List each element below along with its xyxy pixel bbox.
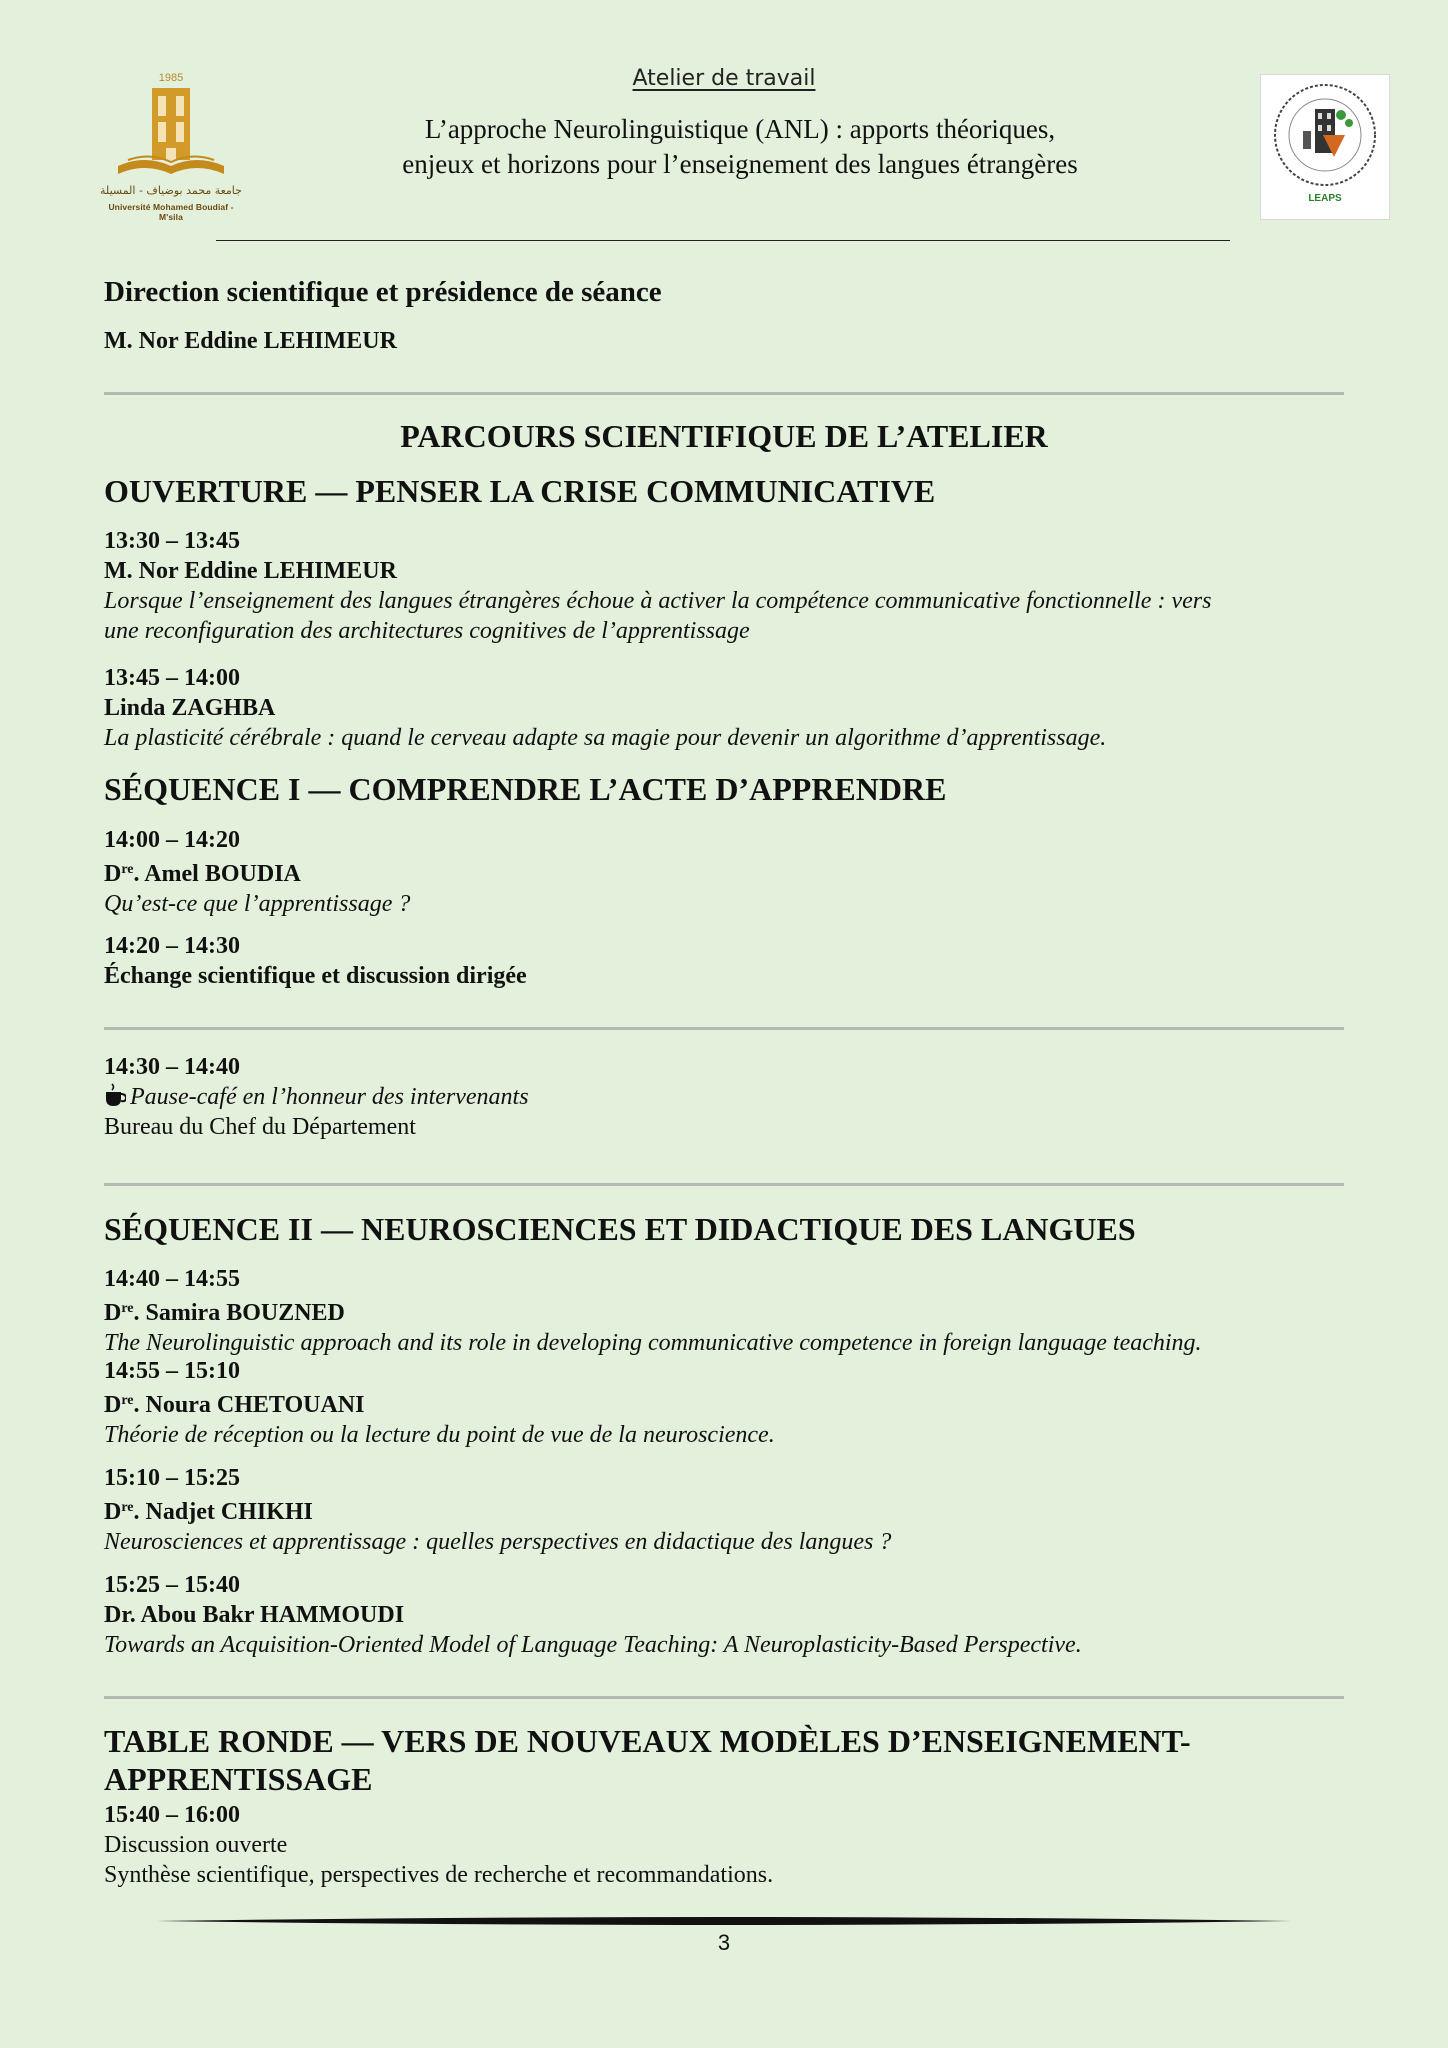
event-title-line: enjeux et horizons pour l’enseignement des langues étrangères bbox=[402, 149, 1078, 179]
section-title-sequence-2: SÉQUENCE II — NEUROSCIENCES ET DIDACTIQUE DES LANGUES bbox=[104, 1211, 1136, 1247]
direction-name: M. Nor Eddine LEHIMEUR bbox=[104, 328, 397, 354]
pause-time: 14:30 – 14:40 bbox=[104, 1054, 240, 1080]
item-talk: une reconfiguration des architectures cognitives de l’apprentissage bbox=[104, 618, 750, 644]
item-time: 14:55 – 15:10 bbox=[104, 1358, 240, 1384]
logo-label: LEAPS bbox=[1308, 193, 1342, 204]
section-divider bbox=[104, 392, 1344, 395]
section-title-sequence-1: SÉQUENCE I — COMPRENDRE L’ACTE D’APPRENDRE bbox=[104, 771, 947, 807]
item-time: 14:20 – 14:30 bbox=[104, 933, 240, 959]
section-divider bbox=[104, 1027, 1344, 1030]
item-time: 13:30 – 13:45 bbox=[104, 528, 240, 554]
event-title-line: L’approche Neurolinguistique (ANL) : apports théoriques, bbox=[424, 114, 1056, 144]
logo-arabic-name: جامعة محمد بوضياف - المسيلة bbox=[100, 184, 242, 197]
leaps-emblem-icon bbox=[1261, 75, 1389, 193]
pause-block bbox=[104, 1052, 1344, 1142]
item-time: 14:40 – 14:55 bbox=[104, 1266, 240, 1292]
item-talk: Théorie de réception ou la lecture du point de vue de la neuroscience. bbox=[104, 1422, 775, 1448]
section-title-table-ronde bbox=[104, 1722, 1344, 1798]
item-label: Échange scientifique et discussion dirigée bbox=[104, 963, 527, 989]
event-title bbox=[280, 112, 1200, 182]
pause-place: Bureau du Chef du Département bbox=[104, 1114, 416, 1140]
item-talk: The Neurolinguistic approach and its role in developing communicative competence in foreign language teaching. bbox=[104, 1330, 1202, 1356]
footer-divider bbox=[156, 1914, 1292, 1928]
program-item bbox=[104, 1463, 1344, 1557]
item-speaker: Dre. Nadjet CHIKHI bbox=[104, 1499, 313, 1525]
item-talk: Qu’est-ce que l’apprentissage ? bbox=[104, 891, 411, 917]
program-item bbox=[104, 1264, 1344, 1358]
item-talk: Lorsque l’enseignement des langues étrangères échoue à activer la compétence communicative fonctionnelle : vers bbox=[104, 588, 1212, 614]
item-label: Discussion ouverte bbox=[104, 1832, 288, 1858]
section-divider bbox=[104, 1183, 1344, 1186]
pause-label: Pause-café en l’honneur des intervenants bbox=[130, 1084, 529, 1110]
logo-university-name: Université Mohamed Boudiaf - M'sila bbox=[108, 202, 234, 222]
item-speaker: Dre. Amel BOUDIA bbox=[104, 861, 301, 887]
item-time: 13:45 – 14:00 bbox=[104, 665, 240, 691]
event-kicker: Atelier de travail bbox=[632, 66, 816, 91]
item-time: 15:10 – 15:25 bbox=[104, 1465, 240, 1491]
section-title-ouverture: OUVERTURE — PENSER LA CRISE COMMUNICATIVE bbox=[104, 473, 936, 509]
program-item bbox=[104, 1570, 1344, 1660]
item-time: 14:00 – 14:20 bbox=[104, 827, 240, 853]
pause-label-row bbox=[104, 1082, 1344, 1112]
program-item bbox=[104, 825, 1344, 919]
section-title-line: TABLE RONDE — VERS DE NOUVEAUX MODÈLES D’ENSEIGNEMENT- bbox=[104, 1723, 1191, 1759]
item-talk: Towards an Acquisition-Oriented Model of Language Teaching: A Neuroplasticity-Based Perspective. bbox=[104, 1632, 1082, 1658]
item-speaker: Dre. Samira BOUZNED bbox=[104, 1300, 345, 1326]
page-number: 3 bbox=[717, 1930, 731, 1955]
program-item bbox=[104, 1800, 1344, 1890]
program-item bbox=[104, 526, 1344, 646]
item-talk: Neurosciences et apprentissage : quelles perspectives en didactique des langues ? bbox=[104, 1529, 892, 1555]
item-speaker: Dre. Noura CHETOUANI bbox=[104, 1392, 365, 1418]
programme-title: PARCOURS SCIENTIFIQUE DE L’ATELIER bbox=[400, 418, 1048, 454]
logo-year: 1985 bbox=[158, 72, 184, 84]
item-speaker: Linda ZAGHBA bbox=[104, 695, 276, 721]
direction-title: Direction scientifique et présidence de séance bbox=[104, 276, 662, 308]
program-item bbox=[104, 1356, 1344, 1450]
section-title-line: APPRENTISSAGE bbox=[104, 1761, 373, 1797]
program-item bbox=[104, 663, 1344, 753]
item-time: 15:40 – 16:00 bbox=[104, 1802, 240, 1828]
laboratory-logo bbox=[1260, 74, 1390, 220]
item-speaker: M. Nor Eddine LEHIMEUR bbox=[104, 558, 397, 584]
header-divider bbox=[216, 240, 1230, 241]
item-time: 15:25 – 15:40 bbox=[104, 1572, 240, 1598]
section-divider bbox=[104, 1696, 1344, 1699]
item-label: Synthèse scientifique, perspectives de recherche et recommandations. bbox=[104, 1862, 774, 1888]
item-speaker: Dr. Abou Bakr HAMMOUDI bbox=[104, 1602, 405, 1628]
coffee-cup-icon bbox=[104, 1082, 126, 1108]
university-logo bbox=[100, 70, 242, 222]
program-item bbox=[104, 931, 1344, 991]
item-talk: La plasticité cérébrale : quand le cerveau adapte sa magie pour devenir un algorithme d’apprentissage. bbox=[104, 725, 1107, 751]
